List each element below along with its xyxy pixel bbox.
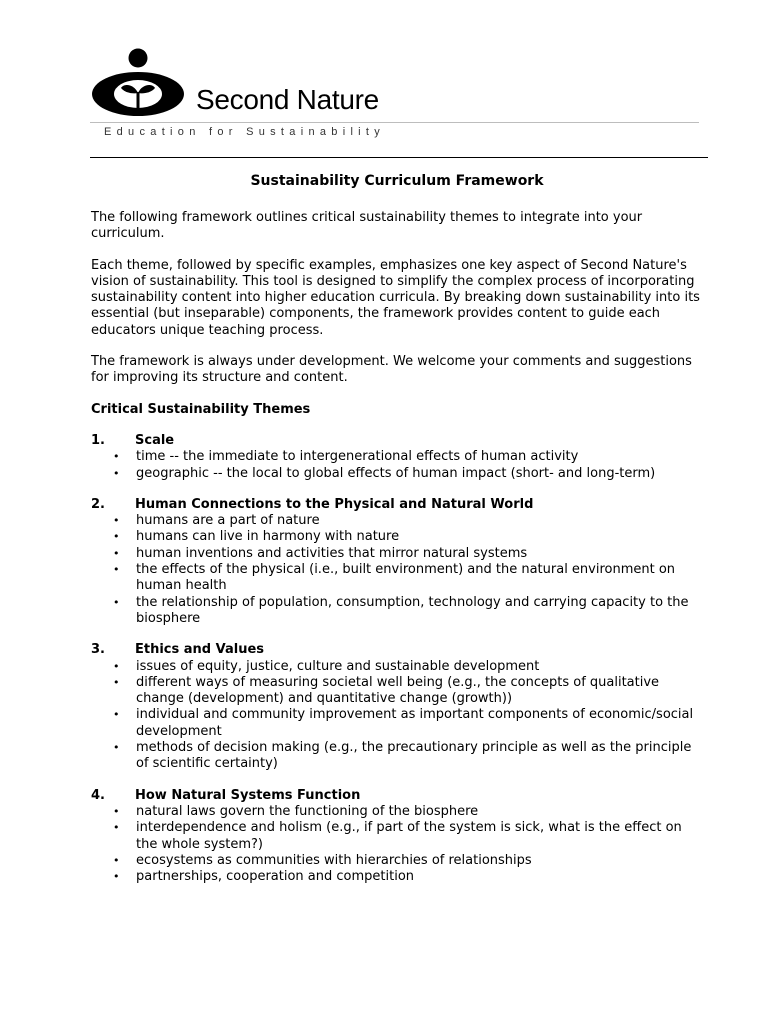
theme-title: Ethics and Values [135, 642, 265, 658]
list-item: • humans can live in harmony with nature [91, 529, 703, 545]
header-divider [90, 157, 708, 158]
theme-title: How Natural Systems Function [135, 787, 361, 803]
list-item: • methods of decision making (e.g., the precautionary principle as well as the principle of scientific certainty) [91, 740, 703, 773]
theme-bullet-list [91, 449, 703, 482]
tagline-divider [90, 122, 699, 123]
theme-bullet-list [91, 513, 703, 627]
list-item: • ecosystems as communities with hierarchies of relationships [91, 853, 703, 869]
theme-number: 4. [91, 787, 105, 803]
tagline: Education for Sustainability [104, 126, 386, 138]
theme-title: Human Connections to the Physical and Natural World [135, 496, 534, 512]
theme-bullet-list [91, 659, 703, 773]
theme-number: 2. [91, 496, 105, 512]
theme-heading [91, 497, 703, 513]
theme-natural-systems [91, 788, 703, 886]
list-item: • issues of equity, justice, culture and sustainable development [91, 659, 703, 675]
intro-paragraph: The following framework outlines critical sustainability themes to integrate into your curriculum. [91, 210, 643, 242]
theme-heading [91, 642, 703, 658]
document-body [91, 172, 703, 900]
document-title: Sustainability Curriculum Framework [250, 173, 544, 189]
person-sprout-icon [90, 46, 200, 122]
theme-number: 3. [91, 642, 105, 658]
list-item: • natural laws govern the functioning of the biosphere [91, 804, 703, 820]
list-item: • individual and community improvement as important components of economic/social development [91, 707, 703, 740]
list-item: • geographic -- the local to global effects of human impact (short- and long-term) [91, 466, 703, 482]
list-item: • the relationship of population, consumption, technology and carrying capacity to the biosphere [91, 595, 703, 628]
theme-heading [91, 788, 703, 804]
list-item: • different ways of measuring societal well being (e.g., the concepts of qualitative change (development) and quantitative change (growth)) [91, 675, 703, 708]
list-item: • partnerships, cooperation and competition [91, 869, 703, 885]
list-item: • time -- the immediate to intergenerational effects of human activity [91, 449, 703, 465]
theme-human-connections [91, 497, 703, 627]
list-item: • interdependence and holism (e.g., if part of the system is sick, what is the effect on the whole system?) [91, 820, 703, 853]
theme-heading [91, 433, 703, 449]
vision-paragraph: Each theme, followed by specific examples, emphasizes one key aspect of Second Nature's vision of sustainability. This tool is designed to simplify the complex process of incorporating sustainability content into higher education curricula. By breaking down sustainability into its essential (but inseparable) components, the framework provides content to guide each educators unique teaching process. [91, 257, 700, 338]
theme-bullet-list [91, 804, 703, 885]
theme-number: 1. [91, 432, 105, 448]
org-name: Second Nature [196, 84, 379, 115]
development-paragraph: The framework is always under development. We welcome your comments and suggestions for improving its structure and content. [91, 354, 692, 386]
list-item: • humans are a part of nature [91, 513, 703, 529]
list-item: • human inventions and activities that mirror natural systems [91, 546, 703, 562]
list-item: • the effects of the physical (i.e., built environment) and the natural environment on human health [91, 562, 703, 595]
theme-scale [91, 433, 703, 482]
theme-ethics-values [91, 642, 703, 772]
theme-title: Scale [135, 432, 175, 448]
themes-heading: Critical Sustainability Themes [91, 401, 311, 417]
